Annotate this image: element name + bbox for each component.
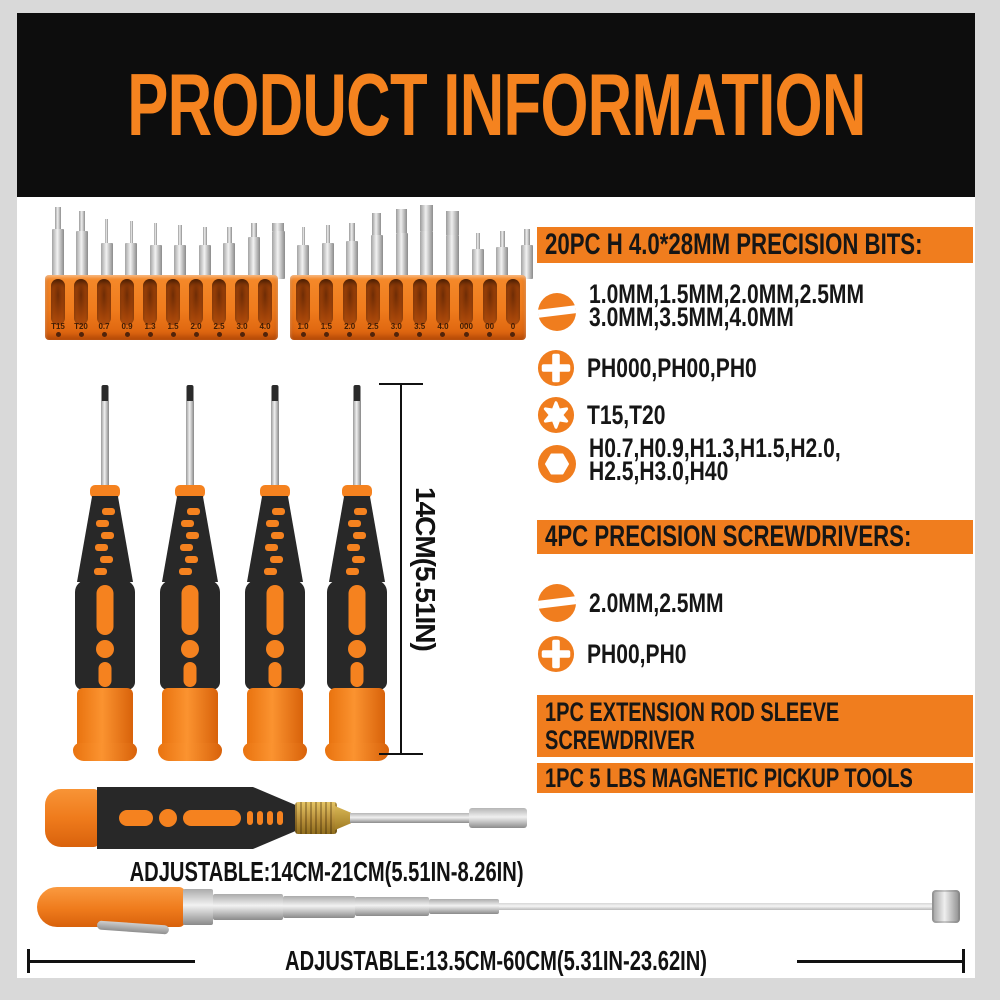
spec-text — [587, 635, 715, 669]
magnetic-pickup-tool — [27, 881, 967, 943]
screwdriver-length-label-wrap — [409, 383, 441, 755]
spec-text — [589, 583, 762, 618]
spec-text — [589, 433, 912, 486]
bit-h40 — [272, 223, 285, 279]
spec-line: T15,T20 — [587, 400, 666, 430]
pickup-adjustable-label: ADJUSTABLE:13.5CM-60CM(5.31IN-23.62IN) — [285, 945, 707, 976]
bit-4.0mm — [446, 211, 459, 279]
dimension-line — [797, 960, 962, 963]
bit-label: 0 — [504, 322, 522, 337]
screwdriver-length-label: 14CM(5.51IN) — [410, 487, 441, 651]
bit-h15 — [174, 225, 186, 279]
bit-1.0mm — [297, 227, 309, 279]
precision-screwdriver-3 — [240, 385, 310, 763]
spec-row — [537, 279, 975, 332]
spec-row — [537, 635, 975, 673]
bit-label: 2.5 — [210, 322, 228, 337]
flathead-bit-icon — [537, 292, 577, 332]
page-title: PRODUCT INFORMATION — [126, 55, 866, 154]
spec-line: 1.0MM,1.5MM,2.0MM,2.5MM — [589, 279, 865, 309]
pickup-collar — [183, 889, 213, 925]
spec-text — [587, 349, 805, 383]
spec-text — [589, 279, 942, 332]
pickup-adjustable-dimension — [27, 945, 965, 977]
pickup-telescope-segment — [213, 894, 283, 920]
phillips-bit-icon — [537, 349, 575, 387]
bit-1.5mm — [322, 225, 334, 279]
hex-bit-icon — [537, 444, 577, 484]
bit-h30 — [248, 223, 260, 279]
extension-brass-nose — [335, 806, 351, 830]
flathead-bit-icon — [537, 583, 577, 623]
bit-label: 2.0 — [341, 322, 359, 337]
extension-handle — [97, 787, 297, 849]
bit-ph0 — [521, 229, 533, 279]
bit-h25 — [223, 227, 235, 279]
bit-labels — [294, 322, 522, 337]
bit-h07 — [101, 219, 113, 279]
bit-h13 — [150, 223, 162, 279]
bits-section-heading-bar — [537, 227, 973, 263]
dimension-line-vertical — [400, 383, 402, 755]
pickup-telescope-segment — [355, 897, 429, 916]
bit-holder-flat-phillips — [290, 203, 526, 340]
bit-ph00 — [496, 231, 508, 279]
bit-label: 1.3 — [141, 322, 159, 337]
pickup-magnet-head — [932, 890, 960, 923]
bit-3.0mm — [396, 209, 408, 279]
product-info-sheet — [17, 13, 975, 978]
bit-label: 2.5 — [364, 322, 382, 337]
bit-holder-body — [290, 275, 526, 340]
extension-adjustable-label: ADJUSTABLE:14CM-21CM(5.51IN-8.26IN) — [129, 856, 524, 887]
title-banner — [17, 13, 975, 197]
spec-row — [537, 583, 975, 623]
bit-slots — [296, 279, 520, 325]
bit-h20 — [199, 227, 211, 279]
bit-t20 — [76, 211, 88, 279]
spec-row — [537, 349, 975, 387]
bit-ph000 — [472, 233, 484, 279]
precision-screwdriver-4 — [322, 385, 392, 763]
extension-shaft — [350, 813, 470, 823]
extension-banner-line: SCREWDRIVER — [545, 725, 695, 755]
pickup-telescope-segment — [429, 899, 499, 914]
bit-labels — [49, 322, 274, 337]
dimension-line — [30, 960, 195, 963]
spec-line: H0.7,H0.9,H1.3,H1.5,H2.0, — [589, 433, 841, 463]
bit-label: 3.0 — [233, 322, 251, 337]
precision-screwdriver-2 — [155, 385, 225, 763]
extension-bit-sleeve — [469, 808, 527, 828]
bits-section-heading: 20PC H 4.0*28MM PRECISION BITS: — [545, 228, 923, 261]
extension-brass-collet — [295, 802, 337, 834]
bit-label: T20 — [72, 322, 90, 337]
pickup-telescope-segment — [283, 896, 355, 918]
spec-line: 3.0MM,3.5MM,4.0MM — [589, 302, 794, 332]
bit-3.5mm — [420, 205, 433, 279]
torx-bit-icon — [537, 396, 575, 434]
bit-holder-torx-hex — [45, 203, 278, 340]
bit-label: 1.0 — [294, 322, 312, 337]
bit-row — [45, 203, 292, 279]
bit-label: 00 — [481, 322, 499, 337]
bit-label: 4.0 — [434, 322, 452, 337]
spec-row — [537, 396, 975, 434]
extension-handle-cap — [45, 789, 99, 847]
bit-label: 1.5 — [317, 322, 335, 337]
bit-label: 3.0 — [387, 322, 405, 337]
phillips-bit-icon — [537, 635, 575, 673]
bit-h09 — [125, 221, 137, 279]
bit-label: 1.5 — [164, 322, 182, 337]
pickup-telescope-rod — [499, 903, 935, 910]
bit-holder-body — [45, 275, 278, 340]
bit-label: 2.0 — [187, 322, 205, 337]
drivers-section-heading: 4PC PRECISION SCREWDRIVERS: — [545, 520, 912, 553]
dimension-tick — [962, 949, 965, 973]
spec-line: 2.0MM,2.5MM — [589, 588, 724, 618]
bit-label: 000 — [457, 322, 475, 337]
drivers-section-heading-bar — [537, 520, 973, 554]
extension-banner — [537, 695, 973, 757]
bit-slots — [51, 279, 272, 325]
pickup-banner-line: 1PC 5 LBS MAGNETIC PICKUP TOOLS — [545, 763, 913, 793]
bit-row — [290, 203, 540, 279]
spec-line: H2.5,H3.0,H40 — [589, 456, 729, 486]
bit-label: T15 — [49, 322, 67, 337]
bit-t15 — [52, 207, 64, 279]
bit-label: 3.5 — [411, 322, 429, 337]
bit-2.0mm — [346, 223, 358, 279]
extension-rod-screwdriver — [45, 779, 527, 859]
spec-line: PH000,PH00,PH0 — [587, 353, 757, 383]
bit-2.5mm — [371, 213, 383, 279]
bit-label: 0.9 — [118, 322, 136, 337]
pickup-banner — [537, 763, 973, 793]
bit-label: 4.0 — [256, 322, 274, 337]
spec-row — [537, 433, 975, 486]
precision-screwdriver-1 — [70, 385, 140, 763]
bit-label: 0.7 — [95, 322, 113, 337]
spec-line: PH00,PH0 — [587, 639, 687, 669]
extension-banner-line: 1PC EXTENSION ROD SLEEVE — [545, 697, 840, 727]
spec-text — [587, 396, 688, 430]
